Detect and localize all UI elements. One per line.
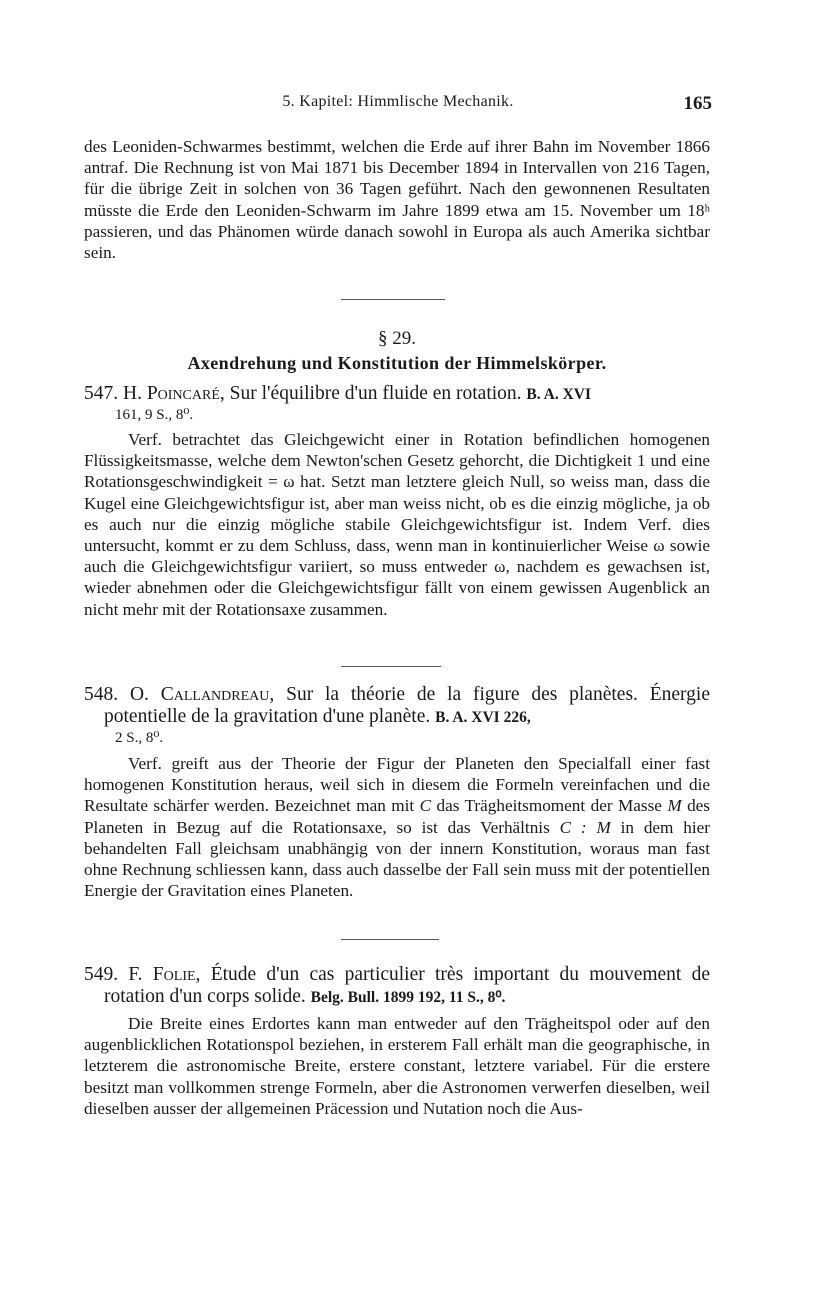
entry-title: Sur l'équilibre d'un fluide en rotation.: [229, 383, 522, 404]
page-header: [84, 93, 712, 117]
entry-reference-continued: 2 S., 8⁰.: [115, 730, 164, 746]
abstract-text: das Trägheitsmoment der Masse: [431, 796, 668, 816]
math-symbol: M: [667, 796, 682, 816]
entry-abstract: Die Breite eines Erdortes kann man entweder auf den Trägheitspol oder auf den augenblicklichen Rotationspol beziehen, in ersterem Fall erhält man die geographische, in letzterem die astronomische Breite, erstere constant, letztere variabel. Für die erstere besitzt man vollkommen strenge Formeln, aber die Astronomen verwerfen dieselben, weil dieselben ausser der allgemeinen Präcession und Nutation noch die Aus-: [84, 1014, 710, 1118]
intro-paragraph: des Leoniden-Schwarmes bestimmt, welchen die Erde auf ihrer Bahn im November 1866 antraf. Die Rechnung ist von Mai 1871 bis December 1894 in Intervallen von 216 Tagen, für die übrige Zeit in solchen von 36 Tagen geführt. Nach den gewonnenen Resultaten müsste die Erde den Leoniden-Schwarm im Jahre 1899 etwa am 15. November um 18ʰ passieren, und das Phänomen würde danach sowohl in Europa als auch Amerika sichtbar sein.: [84, 137, 710, 263]
section-title: Axendrehung und Konstitution der Himmelskörper.: [187, 353, 607, 373]
entry-reference: B. A. XVI: [526, 386, 592, 403]
intro-paragraph-block: [84, 136, 710, 263]
entry-heading: [84, 383, 710, 406]
entry-548: [84, 684, 710, 901]
section-number: § 29.: [378, 328, 416, 349]
entry-heading: [84, 964, 710, 1009]
entry-author: H. Poincaré,: [123, 383, 225, 404]
math-symbol: C: [419, 796, 432, 816]
entry-number: 549.: [84, 964, 119, 985]
entry-abstract: Verf. betrachtet das Gleichgewicht einer in Rotation befindlichen homogenen Flüssigkeitsmasse, welche dem Newton'schen Gesetz gehorcht, die Dichtigkeit 1 und eine Rotationsgeschwindigkeit = ω hat. Setzt man letztere gleich Null, so weiss man, dass die Kugel eine Gleichgewichtsfigur ist, aber man weiss nicht, ob es die einzig mögliche, ja ob es auch nur die einzig mögliche stabile Gleichgewichtsfigur ist. Indem Verf. dies untersucht, kommt er zu dem Schluss, dass, wenn man in kontinuierlicher Weise ω sowie auch die Gleichgewichtsfigur variiert, so muss entweder ω, nachdem es gewachsen ist, wieder abnehmen oder die Gleichgewichtsfigur fällt von einem gewissen Augenblick an nicht mehr mit der Rotationsaxe zusammen.: [84, 430, 710, 619]
abstract-text: des Planeten in Bezug auf die Rotationsaxe, so ist das Verhältnis: [84, 796, 710, 837]
entry-abstract: [84, 753, 710, 901]
abstract-text: in dem hier behandelten Fall gleichsam unabhängig von der innern Konstitution, woraus man fast ohne Rechnung schliessen kann, dass auch dasselbe der Fall sein muss mit der potentiellen Energie der Gravitation eines Planeten.: [84, 817, 710, 901]
entry-title: Étude d'un cas particulier très important du mouvement de rotation d'un corps solide.: [104, 964, 711, 1007]
entry-547: [84, 383, 710, 620]
running-head: 5. Kapitel: Himmlische Mechanik.: [282, 93, 514, 110]
entry-author: O. Callandreau,: [129, 684, 275, 705]
entry-author: F. Folie,: [128, 964, 201, 985]
entry-number: 547.: [84, 383, 119, 404]
abstract-text: Verf. greift aus der Theorie der Figur der Planeten den Specialfall einer fast homogenen Konstitution heraus, weil sich in diesem die Formeln vereinfachen und die Resultate schärfer werden. Bezeichnet man mit: [84, 754, 710, 816]
entry-heading: [84, 684, 710, 729]
entry-reference: Belg. Bull. 1899 192, 11 S., 8⁰.: [310, 989, 506, 1006]
divider-rule: [341, 299, 445, 300]
divider-rule: [341, 939, 439, 940]
divider-rule: [341, 666, 441, 667]
entry-title: Sur la théorie de la figure des planètes. Énergie potentielle de la gravitation d'une planète.: [104, 684, 711, 727]
entry-549: [84, 964, 710, 1119]
entry-number: 548.: [84, 684, 119, 705]
math-symbol: C : M: [559, 817, 611, 837]
entry-reference: B. A. XVI 226,: [435, 709, 531, 726]
page-number: 165: [683, 93, 712, 114]
entry-reference-continued: 161, 9 S., 8⁰.: [115, 407, 194, 423]
